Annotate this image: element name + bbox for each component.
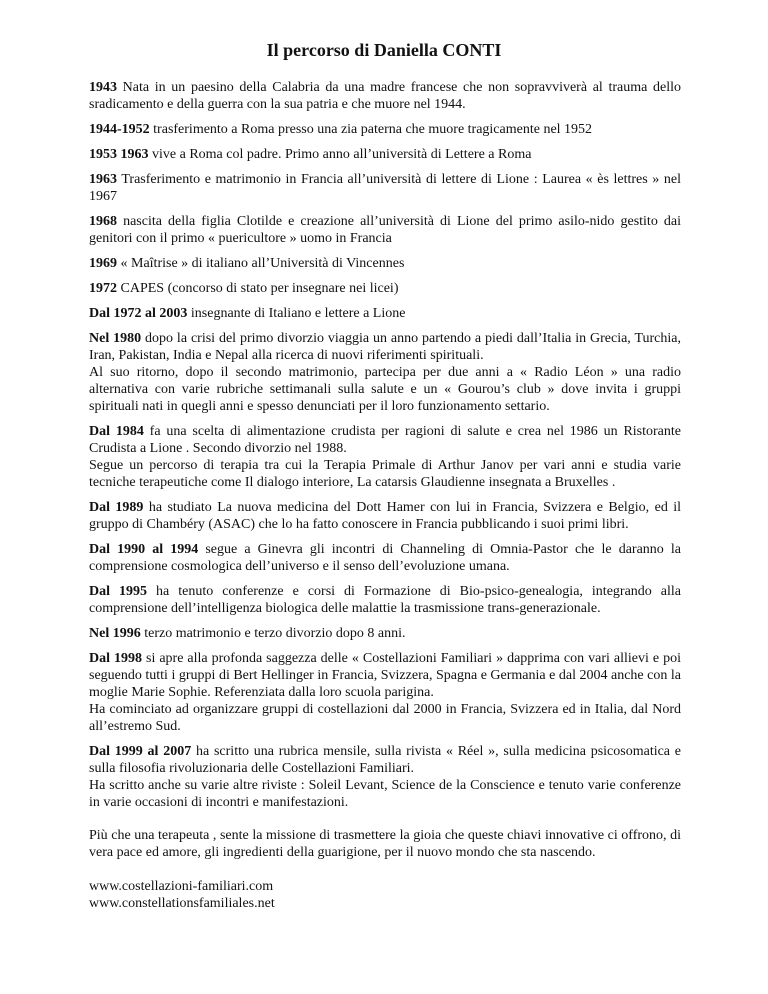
- entry-text: « Maîtrise » di italiano all’Università di Vincennes: [120, 256, 405, 271]
- entry-text: insegnante di Italiano e lettere a Lione: [190, 306, 406, 321]
- entry-date: 1969: [89, 256, 117, 271]
- entry-paragraph: [89, 121, 681, 138]
- entry-paragraph: [89, 499, 681, 533]
- entry-text: fa una scelta di alimentazione crudista per ragioni di salute e crea nel 1986 un Ristorante Crudista a Lione . Secondo divorzio nel 1988.: [89, 424, 681, 456]
- entry-paragraph: [89, 330, 681, 364]
- entry-paragraph: [89, 79, 681, 113]
- entry-date: 1943: [89, 80, 117, 95]
- entry-date: Dal 1999 al 2007: [89, 744, 192, 759]
- entry-paragraph: [89, 625, 681, 642]
- entry-text: ha studiato La nuova medicina del Dott Hamer con lui in Francia, Svizzera e Belgio, ed il gruppo di Chambéry (ASAC) che lo ha fatto conoscere in Francia pubblicando i suoi primi libri.: [89, 500, 682, 532]
- timeline-entry: [89, 171, 681, 205]
- timeline-entry: [89, 330, 681, 415]
- entry-paragraph: [89, 171, 681, 205]
- entry-text: Ha cominciato ad organizzare gruppi di costellazioni dal 2000 in Francia, Svizzera ed in Italia, dal Nord all’estremo Sud.: [89, 702, 681, 734]
- entry-date: 1953 1963: [89, 147, 149, 162]
- page-title: Il percorso di Daniella CONTI: [266, 40, 502, 60]
- entry-text: si apre alla profonda saggezza delle « Costellazioni Familiari » dapprima con vari allievi e poi seguendo tutti i gruppi di Bert Hellinger in Francia, Svizzera, Spagna e Germania e dal 2004 anche con la moglie Marie Sophie. Referenziata dalla loro scuola parigina.: [89, 651, 681, 700]
- entry-paragraph: [89, 305, 681, 322]
- entry-paragraph: [89, 457, 681, 491]
- timeline-entry: [89, 625, 681, 642]
- entry-text: Trasferimento e matrimonio in Francia all’università di lettere di Lione : Laurea « ès lettres » nel 1967: [89, 172, 681, 204]
- timeline-entry: [89, 213, 681, 247]
- entry-paragraph: [89, 701, 681, 735]
- website-link-1[interactable]: www.costellazioni-familiari.com: [89, 879, 274, 894]
- entry-text: ha scritto una rubrica mensile, sulla rivista « Réel », sulla medicina psicosomatica e sulla filosofia rivoluzionaria delle Costellazioni Familiari.: [89, 744, 682, 776]
- entry-text: trasferimento a Roma presso una zia paterna che muore tragicamente nel 1952: [153, 122, 593, 137]
- timeline-entry: [89, 79, 681, 113]
- entry-paragraph: [89, 541, 681, 575]
- entry-paragraph: [89, 650, 681, 701]
- biography-body: [89, 79, 681, 912]
- entry-date: Dal 1990 al 1994: [89, 542, 199, 557]
- entry-paragraph: [89, 777, 681, 811]
- entry-text: Nata in un paesino della Calabria da una madre francese che non sopravviverà al trauma dello sradicamento e della guerra con la sua patria e che muore nel 1944.: [89, 80, 682, 112]
- entry-date: Dal 1995: [89, 584, 147, 599]
- entry-text: Al suo ritorno, dopo il secondo matrimonio, partecipa per due anni a « Radio Léon » una radio alternativa con varie rubriche settimanali sulla salute e un « Gourou’s club » dove invita i gruppi spirituali nati in quegli anni e spesso denunciati per il loro funzionamento settario.: [89, 365, 681, 414]
- entry-text: Segue un percorso di terapia tra cui la Terapia Primale di Arthur Janov per vari anni e studia varie tecniche terapeutiche come Il dialogo interiore, La catarsis Glaudienne insegnata a Bruxelles .: [89, 458, 681, 490]
- website-link-2[interactable]: www.constellationsfamiliales.net: [89, 896, 275, 911]
- website-links: [89, 878, 681, 912]
- entry-text: ha tenuto conferenze e corsi di Formazione di Bio-psico-genealogia, integrando alla comprensione dell’intelligenza biologica delle malattie la trasmissione trans-generazionale.: [89, 584, 681, 616]
- entry-text: terzo matrimonio e terzo divorzio dopo 8 anni.: [144, 626, 406, 641]
- entry-date: 1968: [89, 214, 117, 229]
- timeline-entry: [89, 650, 681, 735]
- entry-text: CAPES (concorso di stato per insegnare nei licei): [120, 281, 399, 296]
- entry-paragraph: [89, 280, 681, 297]
- entry-text: Ha scritto anche su varie altre riviste : Soleil Levant, Science de la Conscience e tenuto varie conferenze in varie occasioni di incontri e manifestazioni.: [89, 778, 681, 810]
- timeline-entry: [89, 541, 681, 575]
- entry-paragraph: [89, 743, 681, 777]
- entry-text: nascita della figlia Clotilde e creazione all’università di Lione del primo asilo-nido gestito dai genitori con il primo « puericultore » uomo in Francia: [89, 214, 681, 246]
- entry-paragraph: [89, 423, 681, 457]
- entry-text: vive a Roma col padre. Primo anno all’università di Lettere a Roma: [152, 147, 532, 162]
- entry-paragraph: [89, 583, 681, 617]
- entry-text: segue a Ginevra gli incontri di Channeling di Omnia-Pastor che le daranno la comprensione cosmologica dell’universo e il senso dell’evoluzione umana.: [89, 542, 682, 574]
- entry-text: dopo la crisi del primo divorzio viaggia un anno partendo a piedi dall’Italia in Grecia, Turchia, Iran, Pakistan, India e Nepal alla ricerca di nuovi riferimenti spirituali.: [89, 331, 681, 363]
- timeline-entry: [89, 255, 681, 272]
- timeline-entry: [89, 423, 681, 491]
- entry-date: Dal 1989: [89, 500, 144, 515]
- entry-date: 1972: [89, 281, 117, 296]
- timeline-entry: [89, 499, 681, 533]
- entry-date: Dal 1972 al 2003: [89, 306, 188, 321]
- timeline-entry: [89, 743, 681, 811]
- entry-date: Nel 1996: [89, 626, 141, 641]
- closing-paragraph: Più che una terapeuta , sente la missione di trasmettere la gioia che queste chiavi innovative ci offrono, di vera pace ed amore, gli ingredienti della guarigione, per il nuovo mondo che sta nascendo.: [89, 828, 681, 860]
- timeline-entry: [89, 280, 681, 297]
- entry-date: 1944-1952: [89, 122, 150, 137]
- timeline-entry: [89, 583, 681, 617]
- timeline-entry: [89, 121, 681, 138]
- entry-paragraph: [89, 213, 681, 247]
- entry-paragraph: [89, 255, 681, 272]
- entry-paragraph: [89, 364, 681, 415]
- timeline-entry: [89, 146, 681, 163]
- entry-date: Dal 1984: [89, 424, 144, 439]
- entry-date: Dal 1998: [89, 651, 142, 666]
- entry-date: 1963: [89, 172, 117, 187]
- timeline-entry: [89, 305, 681, 322]
- entry-date: Nel 1980: [89, 331, 142, 346]
- entry-paragraph: [89, 146, 681, 163]
